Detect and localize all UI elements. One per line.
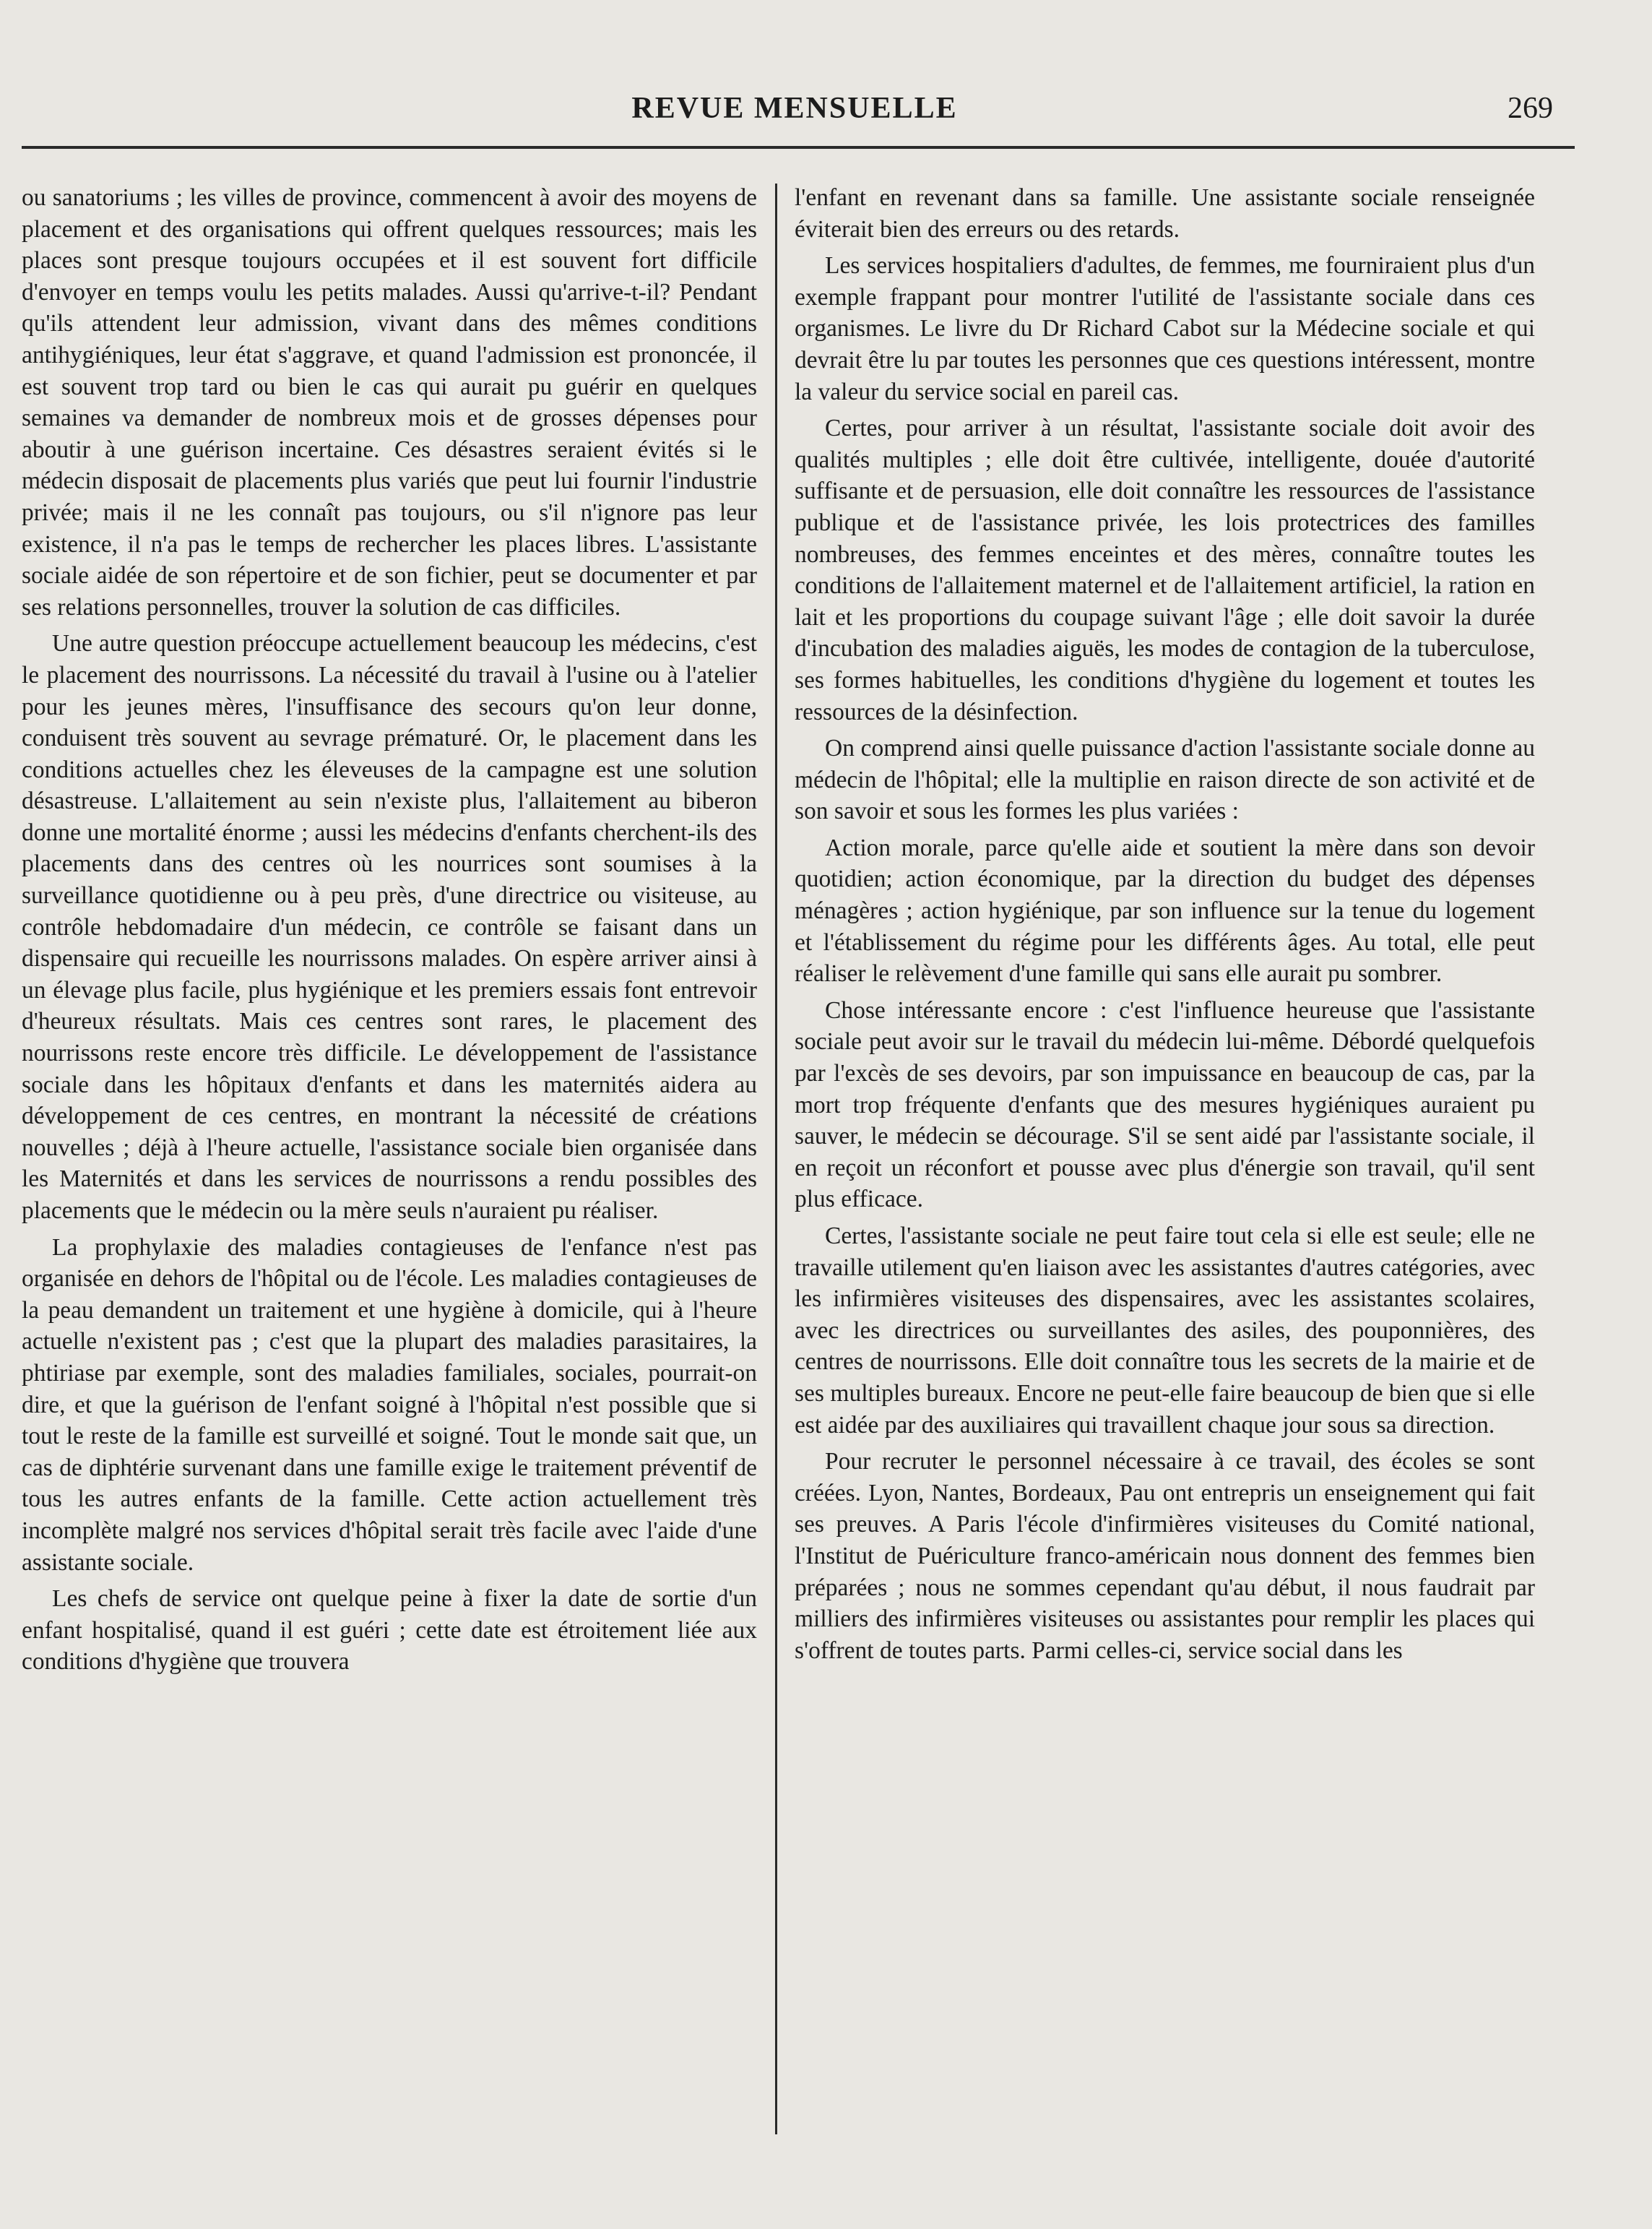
paragraph: l'enfant en revenant dans sa famille. Une assistante sociale renseignée éviterait bien des erreurs ou des retards. [795,184,1535,243]
running-header [22,87,1567,145]
paragraph: Pour recruter le personnel nécessaire à ce travail, des écoles se sont créées. Lyon, Nantes, Bordeaux, Pau ont entrepris un enseignement qui fait ses preuves. A Paris l'école d'infirmières visiteuses du Comité national, l'Institut de Puériculture franco-américain nous donnent des femmes bien préparées ; nous ne sommes cependant qu'au début, il nous faudrait par milliers des infirmières visiteuses ou assistantes pour remplir les places qui s'offrent de toutes parts. Parmi celles-ci, service social dans les [795,1448,1535,1664]
paragraph: Les services hospitaliers d'adultes, de femmes, me fourniraient plus d'un exemple frappant pour montrer l'utilité de l'assistante sociale dans ces organismes. Le livre du Dr Richard Cabot sur la Médecine sociale et qui devrait être lu par toutes les personnes que ces questions intéressent, montre la valeur du service social en pareil cas. [795,252,1535,405]
paragraph: Certes, l'assistante sociale ne peut faire tout cela si elle est seule; elle ne travaille utilement qu'en liaison avec les assistantes d'autres catégories, avec les infirmières visiteuses des dispensaires, avec les assistantes scolaires, avec les directrices ou surveillantes des asiles, des pouponnières, des centres de nourrissons. Elle doit connaître tous les secrets de la mairie et de ses multiples bureaux. Encore ne peut-elle faire beaucoup de bien que si elle est aidée par des auxiliaires qui travaillent chaque jour sous sa direction. [795,1223,1535,1439]
paragraph: Action morale, parce qu'elle aide et soutient la mère dans son devoir quotidien; action économique, par la direction du budget des dépenses ménagères ; action hygiénique, par son influence sur la tenue du logement et l'établissement du régime pour les différents âges. Au total, elle peut réaliser le relèvement d'une famille qui sans elle aurait pu sombrer. [795,834,1535,988]
paragraph: Une autre question préoccupe actuellement beaucoup les médecins, c'est le placement des nourrissons. La nécessité du travail à l'usine ou à l'atelier pour les jeunes mères, l'insuffisance des secours qu'on leur donne, conduisent très souvent au sevrage prématuré. Or, le placement dans les conditions actuelles chez les éleveuses de la campagne est une solution désastreuse. L'allaitement au sein n'existe plus, l'allaitement au biberon donne une mortalité énorme ; aussi les médecins d'enfants cherchent-ils des placements dans des centres où les nourrices sont soumises à la surveillance quotidienne ou à peu près, d'une directrice ou visiteuse, au contrôle hebdomadaire d'un médecin, ce contrôle se faisant dans un dispensaire qui recueille les nourrissons malades. On espère arriver ainsi à un élevage plus facile, plus hygiénique et les premiers essais font entrevoir d'heureux résultats. Mais ces centres sont rares, le placement des nourrissons reste encore très difficile. Le développement de l'assistance sociale dans les hôpitaux d'enfants et dans les maternités aidera au développement de ces centres, en montrant la nécessité de créations nouvelles ; déjà à l'heure actuelle, l'assistance sociale bien organisée dans les Maternités et dans les services de nourrissons a rendu possibles des placements que le médecin ou la mère seuls n'auraient pu réaliser. [22,630,757,1224]
header-rule [22,146,1575,149]
paragraph: Les chefs de service ont quelque peine à fixer la date de sortie d'un enfant hospitalisé, quand il est guéri ; cette date est étroitement liée aux conditions d'hygiène que trouvera [22,1585,757,1676]
paragraph: La prophylaxie des maladies contagieuses de l'enfance n'est pas organisée en dehors de l'hôpital ou de l'école. Les maladies contagieuses de la peau demandent un traitement et une hygiène à domicile, qui à l'heure actuelle n'existent pas ; c'est que la plupart des maladies parasitaires, la phtiriase par exemple, sont des maladies familiales, sociales, pourrait-on dire, et que la guérison de l'enfant soigné à l'hôpital n'est possible que si tout le reste de la famille est surveillé et soigné. Tout le monde sait que, un cas de diphtérie survenant dans une famille exige le traitement préventif de tous les autres enfants de la famille. Cette action actuellement très incomplète malgré nos services d'hôpital serait très facile avec l'aide d'une assistante sociale. [22,1233,757,1576]
column-divider [775,184,777,2134]
journal-title: REVUE MENSUELLE [631,92,958,125]
right-column [795,182,1535,1671]
paragraph: ou sanatoriums ; les villes de province, commencent à avoir des moyens de placement et des organisations qui offrent quelques ressources; mais les places sont presque toujours occupées et il est souvent fort difficile d'envoyer en temps voulu les petits malades. Aussi qu'arrive-t-il? Pendant qu'ils attendent leur admission, vivant dans des mêmes conditions antihygiéniques, leur état s'aggrave, et quand l'admission est prononcée, il est souvent trop tard ou bien le cas qui aurait pu guérir en quelques semaines va demander de nombreux mois et de grosses dépenses pour aboutir à une guérison incertaine. Ces désastres seraient évités si le médecin disposait de placements plus variés que peut lui fournir l'industrie privée; mais il ne les connaît pas toujours, ou s'il n'ignore pas leur existence, il n'a pas le temps de rechercher les places libres. L'assistante sociale aidée de son répertoire et de son fichier, peut se documenter et par ses relations personnelles, trouver la solution de cas difficiles. [22,184,757,621]
page-number: 269 [1508,92,1553,125]
paragraph: On comprend ainsi quelle puissance d'action l'assistante sociale donne au médecin de l'hôpital; elle la multiplie en raison directe de son activité et de son savoir et sous les formes les plus variées : [795,735,1535,825]
paragraph: Certes, pour arriver à un résultat, l'assistante sociale doit avoir des qualités multiples ; elle doit être cultivée, intelligente, douée d'autorité suffisante et de persuasion, elle doit connaître les ressources de l'assistance publique et de l'assistance privée, les lois protectrices des familles nombreuses, des femmes enceintes et des mères, connaître toutes les conditions de l'allaitement maternel et de l'allaitement artificiel, la ration en lait et les proportions du coupage suivant l'âge ; elle doit savoir la durée d'incubation des maladies aiguës, les modes de contagion de la tuberculose, ses formes habituelles, les conditions d'hygiène du logement et toutes les ressources de la désinfection. [795,415,1535,725]
paragraph: Chose intéressante encore : c'est l'influence heureuse que l'assistante sociale peut avoir sur le travail du médecin lui-même. Débordé quelquefois par l'excès de ses devoirs, par son impuissance en beaucoup de cas, par la mort trop fréquente d'enfants que des mesures hygiéniques auraient pu sauver, le médecin se décourage. S'il se sent aidé par l'assistante sociale, il en reçoit un réconfort et pousse avec plus d'énergie son travail, qu'il sent plus efficace. [795,996,1535,1213]
left-column [22,182,757,1683]
